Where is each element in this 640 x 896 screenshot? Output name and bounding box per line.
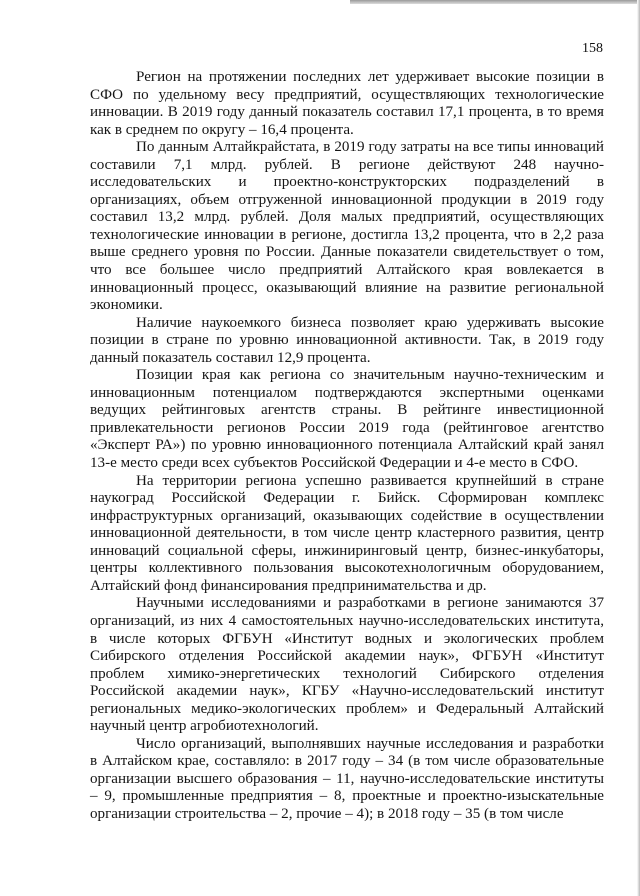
scan-edge-top <box>350 0 640 4</box>
paragraph-7: Число организаций, выполнявших научные исследования и разработки в Алтайском крае, составляло: в 2017 году – 34 (в том числе образовательные организации высшего образования – 11, научно-исследовательские институты – 9, промышленные предприятия – 8, проектные и проектно-изыскательные организации строительства – 2, прочие – 4); в 2018 году – 35 (в том числе <box>90 735 604 822</box>
paragraph-5: На территории региона успешно развивается крупнейший в стране наукоград Российской Федерации г. Бийск. Сформирован комплекс инфраструктурных организаций, оказывающих содействие в осуществлении инновационной деятельности, в том числе центр кластерного развития, центр инноваций социальной сферы, инжиниринговый центр, бизнес-инкубаторы, центры коллективного пользования высокотехнологичным оборудованием, Алтайский фонд финансирования предпринимательства и др. <box>90 472 604 594</box>
paragraph-2: По данным Алтайкрайстата, в 2019 году затраты на все типы инноваций составили 7,1 млрд. рублей. В регионе действуют 248 научно-исследовательских и проектно-конструкторских подразделений в организациях, объем отгруженной инновационной продукции в 2019 году составил 13,2 млрд. рублей. Доля малых предприятий, осуществляющих технологические инновации в регионе, достигла 13,2 процента, что в 2,2 раза выше среднего уровня по России. Данные показатели свидетельствует о том, что все большее число предприятий Алтайского края вовлекается в инновационный процесс, оказывающий влияние на развитие региональной экономики. <box>90 139 604 314</box>
paragraph-3: Наличие наукоемкого бизнеса позволяет краю удерживать высокие позиции в стране по уровню инновационной активности. Так, в 2019 году данный показатель составил 12,9 процента. <box>90 314 604 366</box>
paragraph-4: Позиции края как региона со значительным научно-техническим и инновационным потенциалом подтверждаются экспертными оценками ведущих рейтинговых агентств страны. В рейтинге инвестиционной привлекательности регионов России 2019 года (рейтинговое агентство «Эксперт РА») по уровню инновационного потенциала Алтайский край занял 13-е место среди всех субъектов Российской Федерации и 4-е место в СФО. <box>90 367 604 472</box>
paragraph-6: Научными исследованиями и разработками в регионе занимаются 37 организаций, из них 4 самостоятельных научно-исследовательских института, в числе которых ФГБУН «Институт водных и экологических проблем Сибирского отделения Российской академии наук», ФГБУН «Институт проблем химико-энергетических технологий Сибирского отделения Российской академии наук», КГБУ «Научно-исследовательский институт региональных медико-экологических проблем» и Федеральный Алтайский научный центр агробиотехнологий. <box>90 595 604 735</box>
page-number: 158 <box>582 41 603 56</box>
document-body <box>90 69 604 824</box>
paragraph-1: Регион на протяжении последних лет удерживает высокие позиции в СФО по удельному весу предприятий, осуществляющих технологические инновации. В 2019 году данный показатель составил 17,1 процента, в то время как в среднем по округу – 16,4 процента. <box>90 69 604 138</box>
